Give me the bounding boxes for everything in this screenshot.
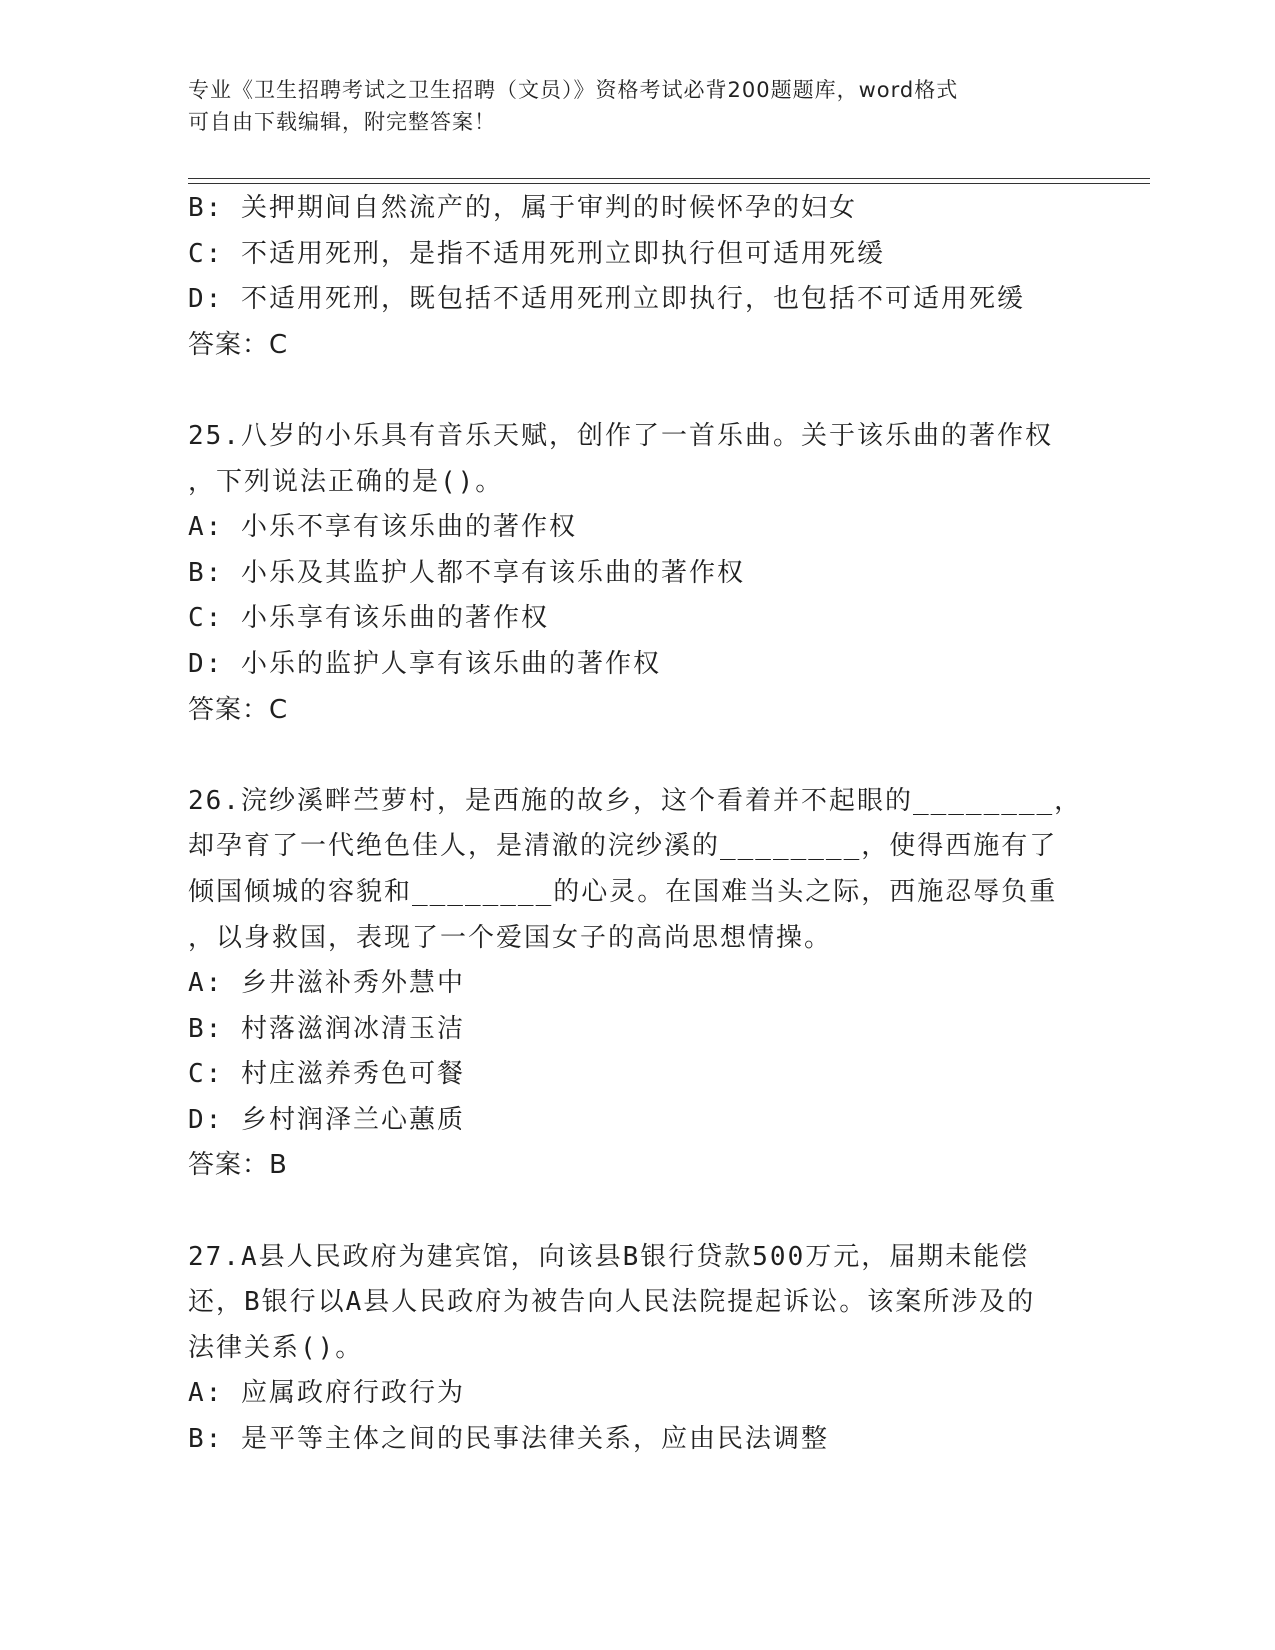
question-text-line: ，下列说法正确的是()。: [188, 466, 504, 497]
question-text-line: 法律关系()。: [188, 1332, 364, 1363]
option-c: C: 小乐享有该乐曲的著作权: [188, 603, 549, 634]
question-26: [188, 779, 1088, 1189]
question-text-line: 27.A县人民政府为建宾馆，向该县B银行贷款500万元，届期未能偿: [188, 1241, 1030, 1272]
option-a: A: 小乐不享有该乐曲的著作权: [188, 512, 577, 543]
question-25: [188, 414, 1088, 733]
option-b: B: 关押期间自然流产的，属于审判的时候怀孕的妇女: [188, 193, 857, 223]
header-title-line-2: 可自由下载编辑，附完整答案！: [188, 110, 496, 134]
option-b: B: 是平等主体之间的民事法律关系，应由民法调整: [188, 1424, 829, 1455]
answer: 答案：C: [188, 694, 289, 725]
option-a: A: 应属政府行政行为: [188, 1378, 465, 1409]
header-divider-thin: [188, 178, 1150, 179]
question-text-line: 倾国倾城的容貌和________的心灵。在国难当头之际，西施忍辱负重: [188, 876, 1058, 907]
spacer: [188, 1189, 1088, 1235]
question-text-line: 25.八岁的小乐具有音乐天赋，创作了一首乐曲。关于该乐曲的著作权: [188, 420, 1053, 451]
question-24-continued: [188, 186, 1088, 368]
option-d: D: 乡村润泽兰心蕙质: [188, 1104, 465, 1135]
option-c: C: 不适用死刑，是指不适用死刑立即执行但可适用死缓: [188, 238, 885, 269]
question-27: [188, 1235, 1088, 1463]
question-text-line: 还，B银行以A县人民政府为被告向人民法院提起诉讼。该案所涉及的: [188, 1287, 1036, 1318]
header-title-line-1: 专业《卫生招聘考试之卫生招聘（文员）》资格考试必背200题题库，word格式: [188, 78, 959, 102]
header-divider-thick: [188, 183, 1150, 184]
option-d: D: 小乐的监护人享有该乐曲的著作权: [188, 648, 661, 679]
option-b: B: 村落滋润冰清玉洁: [188, 1013, 465, 1044]
question-text-line: 26.浣纱溪畔苎萝村，是西施的故乡，这个看着并不起眼的________，: [188, 785, 1083, 816]
question-list: [188, 186, 1088, 1463]
question-text-line: 却孕育了一代绝色佳人，是清澈的浣纱溪的________，使得西施有了: [188, 831, 1058, 862]
answer: 答案：B: [188, 1150, 288, 1181]
option-c: C: 村庄滋养秀色可餐: [188, 1059, 465, 1090]
option-b: B: 小乐及其监护人都不享有该乐曲的著作权: [188, 557, 745, 588]
spacer: [188, 733, 1088, 779]
spacer: [188, 368, 1088, 414]
answer: 答案：C: [188, 329, 289, 360]
option-d: D: 不适用死刑，既包括不适用死刑立即执行，也包括不可适用死缓: [188, 284, 1025, 315]
question-text-line: ，以身救国，表现了一个爱国女子的高尚思想情操。: [188, 922, 833, 953]
option-a: A: 乡井滋补秀外慧中: [188, 968, 465, 999]
document-header: [188, 74, 1088, 138]
